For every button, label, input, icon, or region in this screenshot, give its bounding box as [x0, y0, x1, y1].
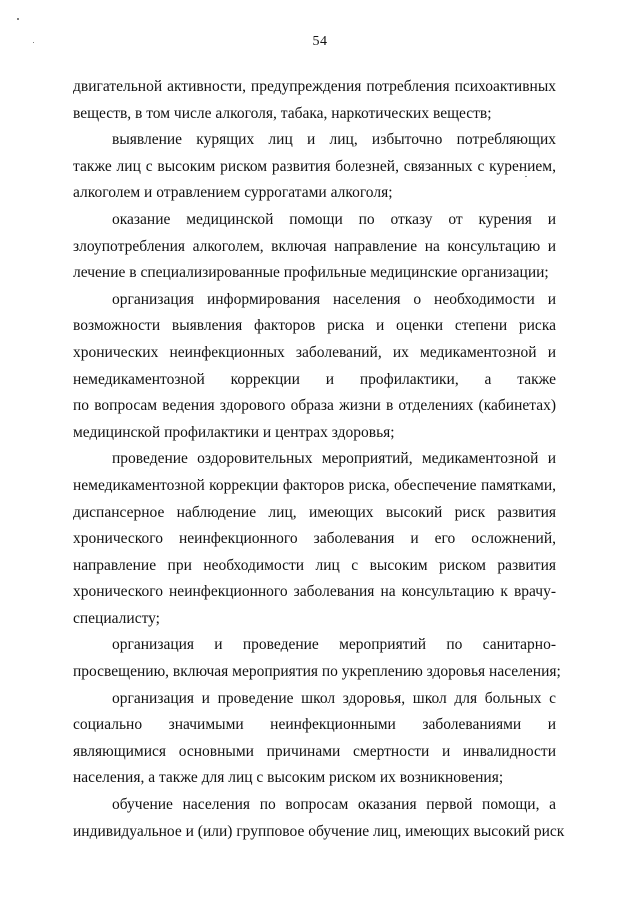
scan-speck	[17, 18, 19, 20]
text-line: проведение оздоровительных мероприятий, медикаментозной и	[112, 450, 556, 468]
text-line: хронических неинфекционных заболеваний, их медикаментозной и	[73, 343, 556, 361]
text-line: направление при необходимости лиц с высоким риском развития	[73, 556, 556, 574]
text-line: хронического неинфекционного заболевания и его осложнений,	[73, 530, 556, 548]
text-line: организация и проведение мероприятий по санитарно-	[112, 636, 556, 654]
paragraph	[73, 686, 556, 792]
paragraph	[73, 446, 556, 632]
text-line: немедикаментозной коррекции и профилактики, а также	[73, 370, 556, 388]
text-line: двигательной активности, предупреждения потребления психоактивных	[73, 78, 556, 95]
paragraph	[73, 74, 556, 127]
text-line: социально значимыми неинфекционными заболеваниями и	[73, 716, 556, 734]
text-line: специалисту;	[73, 609, 160, 627]
text-line: населения, а также для лиц с высоким риском их возникновения;	[73, 769, 504, 787]
text-line: организация и проведение школ здоровья, школ для больных с	[112, 689, 556, 707]
scan-speck	[33, 42, 34, 43]
text-line: обучение населения по вопросам оказания первой помощи, а	[112, 796, 556, 814]
text-line: индивидуальное и (или) групповое обучение лиц, имеющих высокий риск	[73, 822, 565, 840]
text-line: диспансерное наблюдение лиц, имеющих высокий риск развития	[73, 503, 556, 521]
text-line: алкоголем и отравлением суррогатами алкоголя;	[73, 184, 393, 202]
page-number: 54	[312, 34, 328, 49]
text-line: лечение в специализированные профильные медицинские организации;	[73, 264, 549, 282]
paragraph	[73, 207, 556, 287]
paragraph	[73, 632, 561, 685]
text-line: немедикаментозной коррекции факторов риска, обеспечение памятками,	[73, 476, 556, 494]
text-line: просвещению, включая мероприятия по укреплению здоровья населения;	[73, 663, 561, 681]
text-line: возможности выявления факторов риска и оценки степени риска	[73, 317, 556, 335]
text-line: злоупотребления алкоголем, включая направление на консультацию и	[73, 237, 556, 255]
paragraph	[73, 287, 556, 447]
paragraph	[73, 792, 565, 845]
text-line: также лиц с высоким риском развития болезней, связанных с курением,	[73, 157, 556, 175]
text-line: выявление курящих лиц и лиц, избыточно потребляющих	[112, 131, 556, 149]
text-line: по вопросам ведения здорового образа жизни в отделениях (кабинетах)	[73, 397, 556, 415]
text-line: организация информирования населения о необходимости и	[112, 290, 556, 308]
text-line: хронического неинфекционного заболевания на консультацию к врачу-	[73, 583, 556, 601]
text-line: оказание медицинской помощи по отказу от курения и	[112, 210, 556, 228]
text-line: являющимися основными причинами смертности и инвалидности	[73, 742, 556, 760]
paragraph	[73, 127, 556, 207]
text-line: веществ, в том числе алкоголя, табака, наркотических веществ;	[73, 104, 492, 122]
text-line: медицинской профилактики и центрах здоровья;	[73, 423, 395, 441]
body-text	[73, 74, 565, 845]
